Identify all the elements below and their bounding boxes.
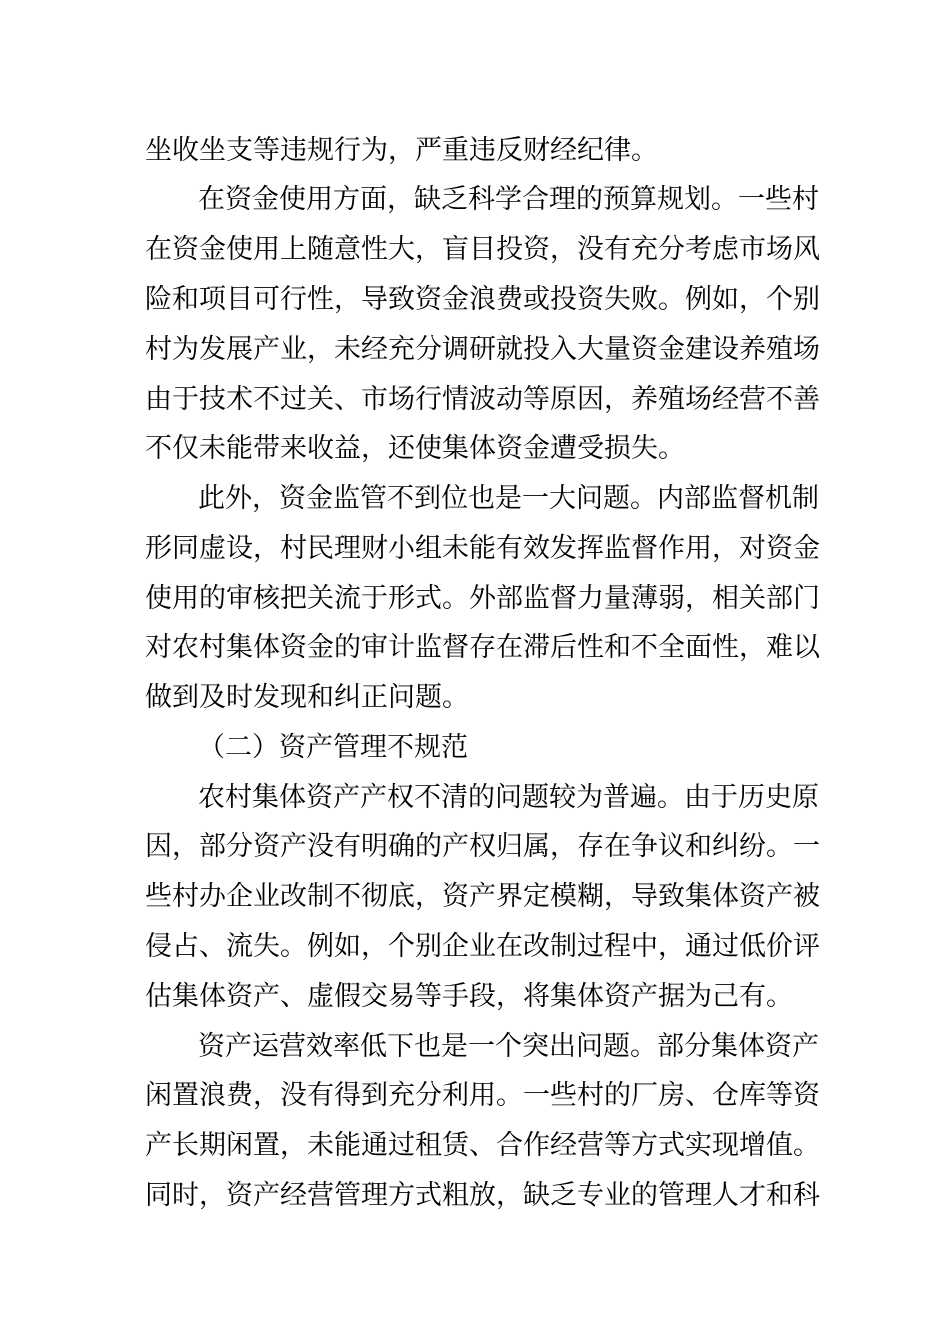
text-line: 些村办企业改制不彻底，资产界定模糊，导致集体资产被 <box>145 881 820 912</box>
text-line: 估集体资产、虚假交易等手段，将集体资产据为己有。 <box>145 981 793 1012</box>
text-line: 因，部分资产没有明确的产权归属，存在争议和纠纷。一 <box>145 831 820 862</box>
text-line: 形同虚设，村民理财小组未能有效发挥监督作用，对资金 <box>145 533 820 564</box>
paragraph-first-line: 在资金使用方面，缺乏科学合理的预算规划。一些村 <box>198 184 819 215</box>
text-line: 闲置浪费，没有得到充分利用。一些村的厂房、仓库等资 <box>145 1080 820 1111</box>
section-heading: （二）资产管理不规范 <box>198 732 468 763</box>
text-line: 险和项目可行性，导致资金浪费或投资失败。例如，个别 <box>145 284 820 315</box>
text-line: 产长期闲置，未能通过租赁、合作经营等方式实现增值。 <box>145 1130 820 1161</box>
text-line: 同时，资产经营管理方式粗放，缺乏专业的管理人才和科 <box>145 1180 820 1211</box>
text-line: 村为发展产业，未经充分调研就投入大量资金建设养殖场 <box>145 334 820 365</box>
paragraph-first-line: 此外，资金监管不到位也是一大问题。内部监督机制 <box>198 483 819 514</box>
paragraph-first-line: 资产运营效率低下也是一个突出问题。部分集体资产 <box>198 1031 819 1062</box>
text-line: 在资金使用上随意性大，盲目投资，没有充分考虑市场风 <box>145 234 820 265</box>
text-line: 坐收坐支等违规行为，严重违反财经纪律。 <box>145 135 658 166</box>
text-line: 由于技术不过关、市场行情波动等原因，养殖场经营不善 <box>145 384 820 415</box>
text-line: 对农村集体资金的审计监督存在滞后性和不全面性，难以 <box>145 632 820 663</box>
text-line: 不仅未能带来收益，还使集体资金遭受损失。 <box>145 433 685 464</box>
paragraph-first-line: 农村集体资产产权不清的问题较为普遍。由于历史原 <box>198 782 819 813</box>
text-line: 做到及时发现和纠正问题。 <box>145 682 469 713</box>
text-line: 侵占、流失。例如，个别企业在改制过程中，通过低价评 <box>145 931 820 962</box>
text-line: 使用的审核把关流于形式。外部监督力量薄弱，相关部门 <box>145 583 820 614</box>
